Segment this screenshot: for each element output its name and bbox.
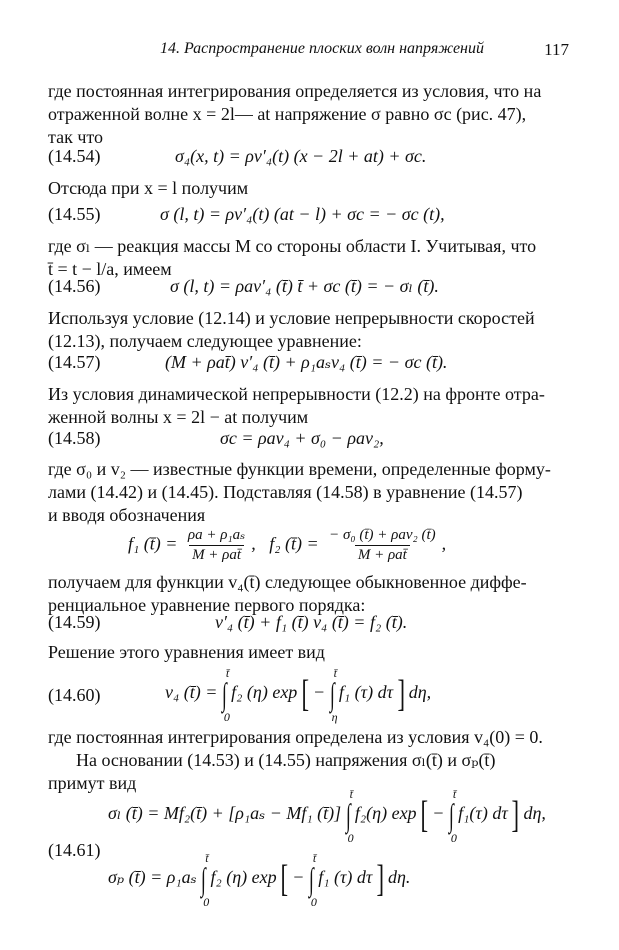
paragraph-8	[48, 641, 570, 664]
integral-inner	[448, 786, 457, 845]
text-line: и вводя обозначения	[48, 505, 206, 525]
text-line: Используя условие (12.14) и условие непрерывности скоростей	[48, 308, 535, 328]
text-line: где постоянная интегрирования определяется из условия, что на	[48, 81, 542, 101]
equation-line-1	[108, 786, 546, 845]
text-line: где σₗ — реакция массы M со стороны области I. Учитывая, что	[48, 236, 537, 256]
integral-upper-limit: t̄	[205, 850, 209, 865]
equation-14-55	[0, 204, 619, 228]
equation-number: (14.55)	[48, 204, 101, 224]
chapter-title: 14. Распространение плоских волн напряжений	[160, 40, 484, 57]
text-line: (12.13), получаем следующее уравнение:	[48, 331, 362, 351]
integral-sign: ∫	[201, 860, 206, 897]
integrand: f₂(η) exp	[354, 803, 417, 824]
minus-sign: −	[292, 867, 305, 888]
paragraph-7	[48, 571, 570, 617]
text-line: Отсюда при x = l получим	[48, 178, 249, 198]
equation-14-57	[0, 352, 619, 376]
integral-lower-limit: 0	[310, 894, 317, 909]
integral-lower-limit: 0	[347, 830, 354, 845]
lhs: σₚ (t̄) = ρ₁aₛ	[108, 867, 197, 888]
text-line: ренциальное уравнение первого порядка:	[48, 595, 366, 615]
inner-integrand: f₁ (τ) dτ	[338, 682, 394, 703]
equation-body: σ (l, t) = ρav′₄ (t̄) t̄ + σc (t̄) = − σₗ (t̄).	[170, 276, 439, 296]
left-bracket: [	[280, 858, 289, 900]
equation-body	[165, 665, 432, 724]
left-bracket: [	[301, 673, 309, 715]
lhs: v₄ (t̄) =	[165, 682, 218, 703]
paragraph-2	[48, 177, 570, 200]
equation-14-59	[0, 612, 619, 636]
lhs: σₗ (t̄) = Mf₂(t̄) + [ρ₁aₛ − Mf₁ (t̄)]	[108, 803, 342, 824]
equation-14-54	[0, 146, 619, 170]
page-number: 117	[544, 40, 569, 59]
paragraph-5	[48, 383, 570, 429]
equation-body: σc = ρav₄ + σ₀ − ρav₂,	[220, 428, 384, 448]
equation-body: σ₄(x, t) = ρv′₄(t) (x − 2l + at) + σc.	[175, 146, 427, 166]
equation-number: (14.57)	[48, 352, 101, 372]
equation-body: v′₄ (t̄) + f₁ (t̄) v₄ (t̄) = f₂ (t̄).	[215, 612, 408, 632]
left-bracket: [	[420, 794, 429, 836]
paragraph-4	[48, 307, 570, 353]
integral-sign: ∫	[329, 675, 335, 712]
integral-upper-limit: t̄	[452, 786, 457, 801]
integral-outer	[221, 665, 230, 724]
integral-sign: ∫	[448, 796, 454, 833]
equation-number: (14.54)	[48, 146, 101, 166]
integral-upper-limit: t̄	[333, 665, 337, 680]
equation-14-61	[0, 786, 619, 920]
minus-sign: −	[312, 682, 326, 703]
integral-inner	[308, 850, 317, 909]
text-line: t̄ = t − l/a, имеем	[48, 259, 172, 279]
differential: dη,	[523, 803, 546, 824]
f1-numerator: ρa + ρ₁aₛ	[187, 527, 246, 543]
text-line: получаем для функции v₄(t̄) следующее обыкновенное диффе-	[48, 572, 527, 592]
integral-outer	[201, 850, 210, 909]
text-line: Из условия динамической непрерывности (12.2) на фронте отра-	[48, 384, 545, 404]
paragraph-intro	[48, 80, 570, 149]
integral-lower-limit: 0	[203, 894, 210, 909]
text-line: лами (14.42) и (14.45). Подставляя (14.58) в уравнение (14.57)	[48, 482, 523, 502]
f1-lhs: f₁ (t̄) =	[128, 533, 178, 554]
text-line: где постоянная интегрирования определена из условия v₄(0) = 0.	[48, 727, 543, 747]
f2-denominator: M + ρat̄	[355, 545, 410, 564]
definitions-body	[128, 527, 446, 564]
right-bracket: ]	[376, 858, 384, 900]
equation-body: σ (l, t) = ρv′₄(t) (at − l) + σc = − σc (t),	[160, 204, 445, 224]
separator: ,	[251, 533, 256, 554]
differential: dη.	[387, 867, 411, 888]
equation-definitions	[0, 525, 619, 569]
right-bracket: ]	[511, 794, 520, 836]
paragraph-6	[48, 458, 570, 527]
definitions-end: ,	[441, 533, 447, 554]
differential: dη,	[408, 682, 432, 703]
equation-14-56	[0, 276, 619, 300]
integral-upper-limit: t̄	[225, 665, 230, 680]
right-bracket: ]	[397, 673, 405, 715]
text-line: Решение этого уравнения имеет вид	[48, 642, 325, 662]
equation-number: (14.56)	[48, 276, 101, 296]
integral-lower-limit: η	[331, 709, 338, 724]
equation-14-60	[0, 665, 619, 725]
integral-sign: ∫	[221, 675, 227, 712]
f2-numerator: − σ₀ (t̄) + ρav₂ (t̄)	[329, 527, 436, 543]
text-line: примут вид	[48, 773, 137, 793]
text-line: где σ₀ и v₂ — известные функции времени, определенные форму-	[48, 459, 551, 479]
text-line: так что	[48, 127, 104, 147]
paragraph-9	[48, 726, 570, 795]
text-line: женной волны x = 2l − at получим	[48, 407, 309, 427]
f2-fraction	[326, 527, 439, 564]
equation-14-58	[0, 428, 619, 452]
running-head	[0, 40, 619, 62]
f1-fraction	[185, 527, 248, 564]
paragraph-3	[48, 235, 570, 281]
equation-number: (14.60)	[48, 685, 101, 705]
integral-outer	[345, 786, 354, 845]
equation-line-2	[108, 850, 411, 909]
equation-number: (14.59)	[48, 612, 101, 632]
integral-sign: ∫	[345, 796, 351, 833]
equation-body: (M + ρat̄) v′₄ (t̄) + ρ₁aₛv₄ (t̄) = − σc (t̄).	[165, 352, 448, 372]
equation-number: (14.61)	[48, 840, 101, 860]
text-line: На основании (14.53) и (14.55) напряжения σₗ(t̄) и σₚ(t̄)	[76, 750, 496, 770]
text-line: отраженной волне x = 2l— at напряжение σ равно σc (рис. 47),	[48, 104, 527, 124]
f2-lhs: f₂ (t̄) =	[269, 533, 319, 554]
minus-sign: −	[432, 803, 445, 824]
integrand: f₂ (η) exp	[231, 682, 298, 703]
integral-sign: ∫	[308, 860, 314, 897]
equation-number: (14.58)	[48, 428, 101, 448]
inner-integrand: f₁(τ) dτ	[458, 803, 508, 824]
integral-upper-limit: t̄	[312, 850, 317, 865]
integral-lower-limit: 0	[223, 709, 230, 724]
f1-denominator: M + ρat̄	[189, 545, 244, 564]
integral-inner	[329, 665, 338, 724]
integrand: f₂ (η) exp	[210, 867, 277, 888]
integral-upper-limit: t̄	[349, 786, 353, 801]
integral-lower-limit: 0	[450, 830, 457, 845]
inner-integrand: f₁ (τ) dτ	[318, 867, 373, 888]
